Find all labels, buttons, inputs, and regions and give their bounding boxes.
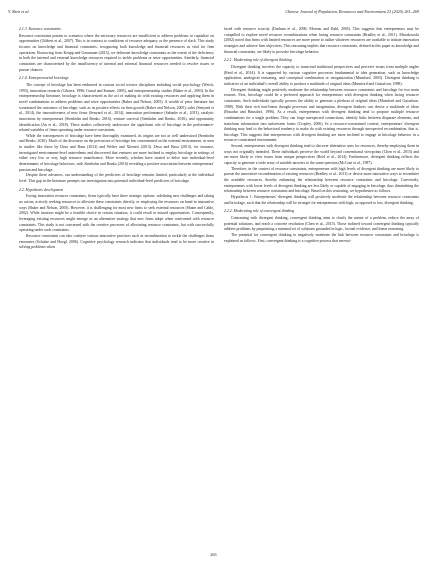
header-journal: Chinese Journal of Population, Resources and Environment 23 (2025) 261–269	[285, 9, 419, 14]
body-paragraph: Resource constraints pertain to scenarios where the necessary resources are insufficient to address problems or capitalize on opportunities (Gibbert et al., 2007). This is in contrast to conditions of resource adequacy or the presence of slack. This study focuses on knowledge and financial constraints, recognizing both knowledge and financial resources as vital for firm operations. Borrowing from Keupp and Gassmann (2013), we delineate knowledge constraints as the extent of the deficiency in both the internal and external knowledge resources required to tackle problems or seize opportunities. Similarly, financial constraints are characterized by the insufficiency of internal and external financial resources needed to resolve issues or pursue chances.	[19, 33, 214, 72]
body-paragraph: Hypothesis 1: Entrepreneurs' divergent thinking will positively moderate the relationship between resource constraints and bricolage, such that the relationship will be stronger for entrepreneurs with high, as opposed to low, divergent thinking.	[224, 195, 419, 205]
body-paragraph: Resource constraints can also catalyze various innovative practices such as recombination to tackle the challenges firms encounter (Schulze and Hoegl, 2006). Cognitive psychology research indicates that individuals tend to be more creative in solving problems when	[19, 233, 214, 250]
body-paragraph: Divergent thinking might positively moderate the relationship between resource constraints and bricolage for two main reasons. First, bricolage could be a preferred approach for entrepreneurs with divergent thinking when facing resource constraints. Such individuals typically possess the ability to generate a plethora of original ideas (Mumford and Gustafson, 1988). With their rich non-linear thought processes and imagination, divergent thinkers can devise a multitude of ideas (Basadur and Hausdorf, 1996). As a result, entrepreneurs with divergent thinking tend to propose multiple resource combinations for a single problem. They can forge unexpected connections, identify links between disparate elements, and transform information into unforeseen forms (Cropley, 2006). In a resource-constrained context, entrepreneurs' divergent thinking may lead to the behavioral tendency to make do with existing resources through unexpected recombination, that is, bricolage. This suggests that entrepreneurs with divergent thinking are more inclined to engage in bricolage behavior in a resource-constrained environment.	[224, 87, 419, 143]
body-paragraph: faced with resource scarcity (Durham et al., 2000; Moreau and Dahl, 2005). This suggests that entrepreneurs may be compelled to explore novel resource recombinations when facing resource constraints (Bradley et al., 2011). Mosakowski (2002) noted that firms with limited resources are more prone to utilize whatever resources are available to initiate innovation strategies and achieve firm objectives. This reasoning implies that resource constraints, defined in this paper as knowledge and financial constraints, are likely to provoke bricolage behavior.	[224, 27, 419, 54]
body-paragraph: Facing innovation resource constraints, firms typically have three strategic options: sidelining new challenges and taking no action, actively seeking resources to alleviate these constraints directly, or employing the resources on hand in innovative ways (Baker and Nelson, 2005). However, it is challenging for most new firms to seek external resources (Shane and Cable, 2002). While inaction might be a feasible choice in certain situation, it could result in missed opportunities. Consequently, leveraging existing resources might emerge as an alternative strategy that new firms adopt when confronted with resource constraints. This study is not concerned with the creative processes of alleviating resource constraints, but with successfully operating under such constraints.	[19, 194, 214, 233]
body-paragraph: While the consequences of bricolage have been thoroughly examined, its origins are not as well understood (Stenholm and Renko, 2016). Much of the discourse on the precursors of bricolage has concentrated on the external environment, as seen in studies like those by Desa and Basu (2013) and Welter and Xheneti (2013). Desa and Basu (2013), for instance, investigated environment-level antecedents and discovered that ventures are more inclined to employ bricolage in settings of either very low or very high resource munificence. More recently, scholars have started to delve into individual-level determinants of bricolage behaviors, with Stenholm and Renko (2016) revealing a positive association between entrepreneurs' passion and bricolage.	[19, 133, 214, 172]
running-header	[8, 9, 419, 19]
body-paragraph: Divergent thinking involves the capacity to transcend traditional perspectives and perceive issues from multiple angles (Reid et al., 2014). It is supported by various cognitive processes fundamental to idea generation, such as knowledge application, analogical reasoning, and conceptual combination or reorganization (Mumford, 2003). Divergent thinking is indicative of an individual's overall ability to produce a multitude of original ideas (Mumford and Gustafson, 1988).	[224, 64, 419, 86]
section-heading: 2.1.3. Resource constraints	[19, 27, 61, 31]
section-heading: 2.2.1. Moderating role of divergent thinking	[224, 58, 292, 63]
header-authors: Y. Shen et al.	[8, 9, 30, 14]
body-paragraph: Despite these advances, our understanding of the predictors of bricolage remains limited, particularly at the individual level. This gap in the literature prompts our investigation into potential individual-level predictors of bricolage.	[19, 173, 214, 184]
page-number: 263	[210, 552, 217, 557]
body-paragraph: The potential for convergent thinking to negatively moderate the link between resource constraints and bricolage is explained as follows. First, convergent thinking is a cognitive process that necessi-	[224, 232, 419, 243]
body-paragraph: Second, entrepreneurs with divergent thinking tend to discover alternative uses for resources, thereby employing them in ways not originally intended. These individuals perceive the world beyond conventional viewpoints (Chen et al., 2015) and are more likely to view issues from unique perspectives (Reid et al., 2014). Furthermore, divergent thinking reflects the capacity to generate a wide array of suitable answers to the same question (McCrae et al., 1987).	[224, 144, 419, 166]
body-paragraph: Therefore, in the context of resource constraints, entrepreneurs with high levels of divergent thinking are more likely to pursue the innovative recombination of existing resources (Bradley et al., 2011) or devise more innovative ways to recombine the available resources, thereby enhancing the relationship between resource constraints and bricolage. Conversely, entrepreneurs with lower levels of divergent thinking are less likely or capable of engaging in bricolage, thus diminishing the relationship between resource constraints and bricolage. Based on this reasoning, we hypothesize as follows.	[224, 166, 419, 194]
left-column	[19, 27, 214, 251]
section-heading: 2.2.2. Moderating role of convergent thinking	[224, 209, 295, 214]
section-heading: 2.2. Hypothesis development	[19, 187, 64, 192]
body-paragraph: Contrasting with divergent thinking, convergent thinking aims to clarify the nature of a problem, reduce the array of potential solutions, and reach a concrete resolution (Chen et al., 2015). Those inclined toward convergent thinking typically address problems by pinpointing a minimal set of solutions grounded in logic, factual evidence, and linear reasoning.	[224, 216, 419, 232]
right-column	[224, 27, 419, 244]
section-heading: 2.1.4. Entrepreneurial bricolage	[19, 76, 69, 81]
body-paragraph: The concept of bricolage has been embraced in various social science disciplines including social psychology (Weick, 1993), innovation research (Ciborra, 1996; Garud and Karnøe, 2003), and entrepreneurship studies (Baker et al., 2003). In the entrepreneurship literature, bricolage is characterized as the act of making do with existing resources and applying them in novel combinations to address problems and seize opportunities (Baker and Nelson, 2005). A wealth of prior literature has scrutinized the outcomes of bricolage, such as its positive effects on firm growth (Baker and Nelson, 2005), sales (Senyard et al., 2014), the innovativeness of new firms (Senyard et al., 2014), innovation performance (Salunke et al., 2013), catalytic innovation by entrepreneurs (Stenholm and Renko, 2016), venture survival (Stenholm and Renko, 2016), and opportunity identification (An et al., 2018). These studies collectively underscore the significant role of bricolage in the performance-related variables of firms operating under resource constraints.	[19, 82, 214, 133]
